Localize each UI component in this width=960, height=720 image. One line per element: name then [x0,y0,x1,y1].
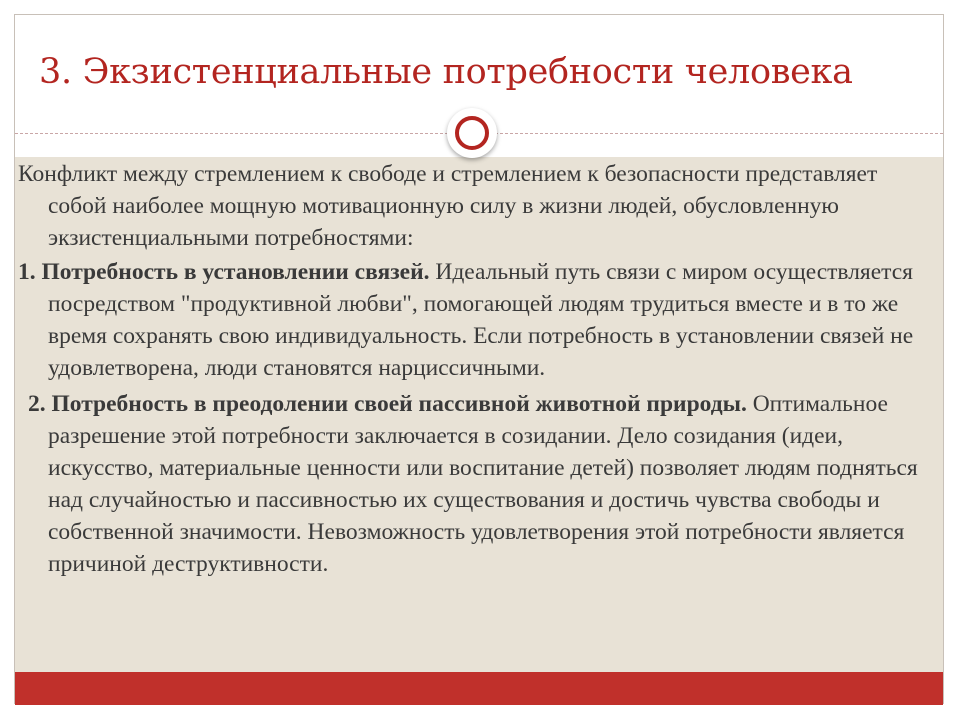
bottom-bar [15,672,943,705]
item-heading: Потребность в преодолении своей пассивной животной природы. [51,391,747,417]
intro-text: Конфликт между стремлением к свободе и стремлением к безопасности представляет собой наиболее мощную мотивационную силу в жизни людей, обусловленную экзистенциальными потребностями: [18,161,878,251]
intro-paragraph [18,158,930,254]
item-number: 1. [18,259,36,285]
item-text: Идеальный путь связи с миром осуществляется посредством "продуктивной любви", помогающей людям трудиться вместе и в то же время сохранять свою индивидуальность. Если потребность в установлении связей не удовлетворена, люди становятся нарциссичными. [48,259,914,381]
item-text: Оптимальное разрешение этой потребности заключается в созидании. Дело созидания (идеи, искусство, материальные ценности или воспитание детей) позволяет людям подняться над случайностью и пассивностью их существования и достичь чувства свободы и собственной значимости. Невозможность удовлетворения этой потребности является причиной деструктивности. [48,391,918,577]
slide-content [18,158,930,580]
item-number: 2. [28,391,46,417]
circle-ring-icon [447,108,497,158]
list-item [28,388,930,580]
ring-shape [455,116,489,150]
list-item [18,256,930,384]
item-heading: Потребность в установлении связей. [41,259,430,285]
page-title: 3. Экзистенциальные потребности человека [39,52,853,92]
